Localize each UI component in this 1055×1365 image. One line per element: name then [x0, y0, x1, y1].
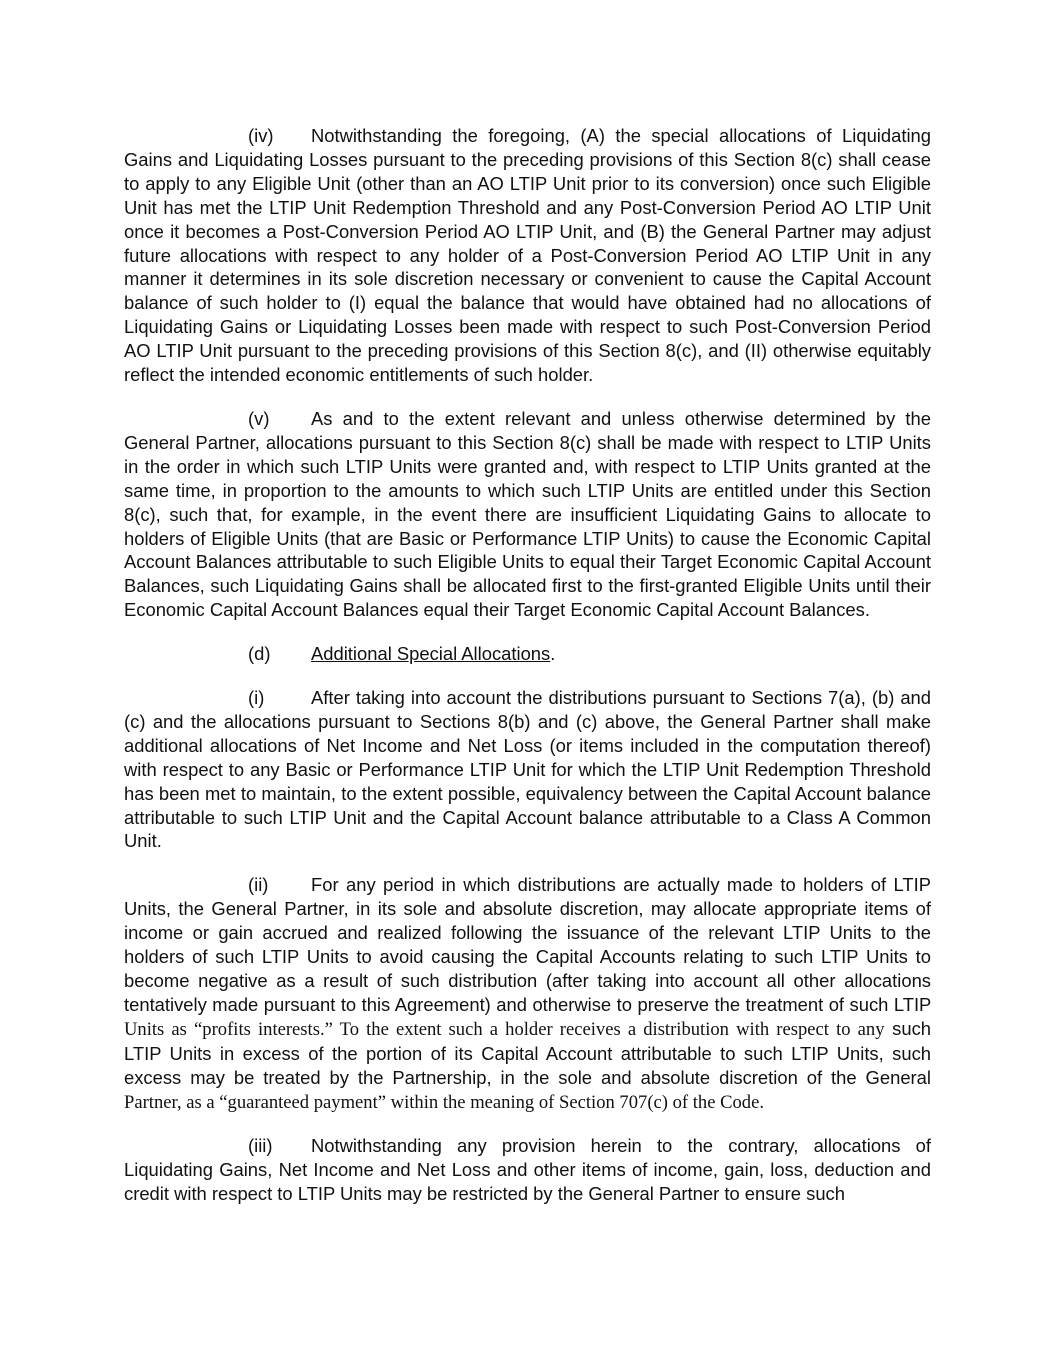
- paragraph-text-part-c: such LTIP Units in excess of the portion of its Capital Account attributable to such LTIP Units, such excess may be treated by the Partnership, in the sole and absolute discretion of the General: [124, 1017, 931, 1088]
- paragraph-d-ii: [124, 873, 931, 1114]
- paragraph-text: Notwithstanding the foregoing, (A) the special allocations of Liquidating Gains and Liquidating Losses pursuant to the preceding provisions of this Section 8(c) shall cease to apply to any Eligible Unit (other than an AO LTIP Unit prior to its conversion) once such Eligible Unit has met the LTIP Unit Redemption Threshold and any Post-Conversion Period AO LTIP Unit once it becomes a Post-Conversion Period AO LTIP Unit, and (B) the General Partner may adjust future allocations with respect to any holder of a Post-Conversion Period AO LTIP Unit in any manner it determines in its sole discretion necessary or convenient to cause the Capital Account balance of such holder to (I) equal the balance that would have obtained had no allocations of Liquidating Gains or Liquidating Losses been made with respect to such Post-Conversion Period AO LTIP Unit pursuant to the preceding provisions of this Section 8(c), and (II) otherwise equitably reflect the intended economic entitlements of such holder.: [124, 125, 931, 386]
- paragraph-number: (iii): [248, 1135, 273, 1157]
- paragraph-number: (v): [248, 407, 270, 429]
- paragraph-d-i: [124, 686, 931, 853]
- document-page: [124, 124, 931, 1226]
- paragraph-text: As and to the extent relevant and unless otherwise determined by the General Partner, allocations pursuant to this Section 8(c) shall be made with respect to LTIP Units in the order in which such LTIP Units were granted and, with respect to LTIP Units granted at the same time, in proportion to the amounts to which such LTIP Units are entitled under this Section 8(c), such that, for example, in the event there are insufficient Liquidating Gains to allocate to holders of Eligible Units (that are Basic or Performance LTIP Units) to cause the Economic Capital Account Balances attributable to such Eligible Units to equal their Target Economic Capital Account Balances, such Liquidating Gains shall be allocated first to the first-granted Eligible Units until their Economic Capital Account Balances equal their Target Economic Capital Account Balances.: [124, 407, 931, 621]
- paragraph-text-part-a: For any period in which distributions are actually made to holders of LTIP Units, the General Partner, in its sole and absolute discretion, may allocate appropriate items of income or gain accrued and realized following the issuance of the relevant LTIP Units to the holders of such LTIP Units to avoid causing the Capital Accounts relating to such LTIP Units to become negative as a result of such distribution (after taking into account all other allocations tentatively made pursuant to this Agreement) and otherwise to preserve the treatment of such LTIP: [124, 874, 931, 1015]
- paragraph-text: Notwithstanding any provision herein to the contrary, allocations of Liquidating Gains, Net Income and Net Loss and other items of income, gain, loss, deduction and credit with respect to LTIP Units may be restricted by the General Partner to ensure such: [124, 1135, 931, 1205]
- section-title: Additional Special Allocations: [311, 643, 551, 665]
- paragraph-number: (ii): [248, 874, 269, 896]
- paragraph-text: After taking into account the distributions pursuant to Sections 7(a), (b) and (c) and the allocations pursuant to Sections 8(b) and (c) above, the General Partner shall make additional allocations of Net Income and Net Loss (or items included in the computation thereof) with respect to any Basic or Performance LTIP Unit for which the LTIP Unit Redemption Threshold has been met to maintain, to the extent possible, equivalency between the Capital Account balance attributable to such LTIP Unit and the Capital Account balance attributable to a Class A Common Unit.: [124, 687, 931, 852]
- paragraph-d-iii: [124, 1134, 931, 1206]
- paragraph-text-part-d: Partner, as a “guaranteed payment” within the meaning of Section 707(c) of the Code.: [124, 1091, 765, 1113]
- paragraph-text-part-b: Units as “profits interests.” To the extent such a holder receives a distribution with respect to any: [124, 1018, 885, 1040]
- paragraph-iv: [124, 124, 931, 387]
- section-number: (d): [248, 643, 271, 665]
- section-title-trail: .: [550, 643, 556, 665]
- paragraph-number: (i): [248, 687, 265, 709]
- paragraph-number: (iv): [248, 125, 274, 146]
- paragraph-v: [124, 407, 931, 622]
- section-d-heading: [124, 642, 931, 666]
